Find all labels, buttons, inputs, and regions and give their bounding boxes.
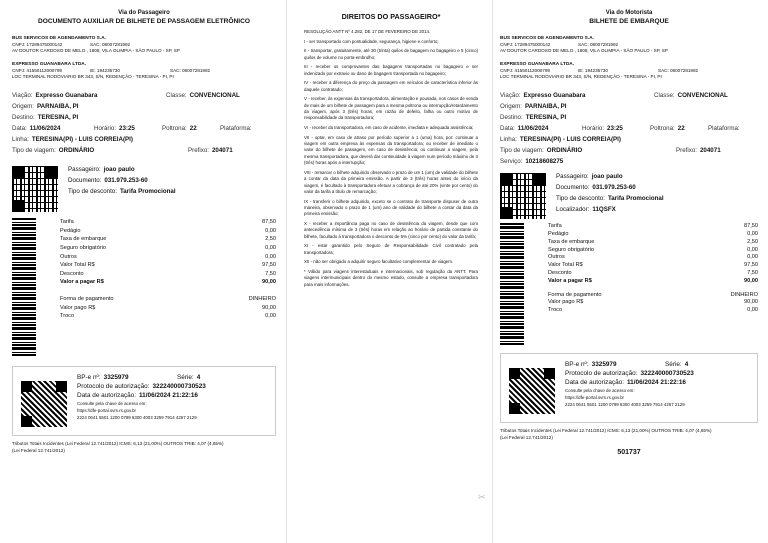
fare-label: Taxa de embarque — [60, 236, 107, 243]
auth-date-value: 11/06/2024 21:22:16 — [138, 392, 198, 400]
fare-value: 87,50 — [262, 219, 276, 226]
qr-code-icon — [21, 381, 67, 427]
fare-total-label: Valor a pagar R$ — [60, 279, 104, 286]
rights-item: IX - transferir o bilhete adquirido, exceto se o contrato de transporte dispuser de outra maneira, observado o prazo de 1 (um) ano de validade do bilhete a contar da data da primeira emissão; — [304, 198, 478, 217]
fare-total-value: 90,00 — [744, 277, 758, 284]
fares-section — [12, 218, 276, 356]
passenger-section — [12, 164, 276, 212]
fare-label: Seguro obrigatório — [60, 245, 107, 251]
protocolo-label: Protocolo de autorização: — [565, 370, 638, 378]
access-key: 2224 0641 5501 1200 0799 6300 4003 3259 7914 4267 2129 — [565, 402, 685, 408]
poltrona-value: 22 — [189, 125, 197, 133]
fare-label: Seguro obrigatório — [548, 246, 595, 253]
tax-info — [500, 427, 758, 441]
viacao-value: Expresso Guanabara — [35, 92, 98, 100]
payment-value: DINHEIRO — [248, 295, 276, 302]
classe-value: CONVENCIONAL — [677, 92, 728, 100]
documento-value: 031.979.253-60 — [592, 184, 636, 192]
fares-section — [500, 223, 758, 345]
carrier-ie: IE: 194236730 — [578, 67, 608, 73]
rights-item: VI - receber da transportadora, em caso de acidente, imediata e adequada assistência; — [304, 125, 474, 130]
carrier-address: LOC TERMINAL RODOVIARIO BR 343, S/N, REDENÇÃO - TERESINA - PI, PI — [500, 74, 662, 80]
payment-label: Valor pago R$ — [60, 304, 96, 311]
fare-total-label: Valor a pagar R$ — [548, 277, 592, 284]
origem-value: PARNAIBA, PI — [37, 103, 79, 111]
plataforma-label: Plataforma: — [708, 125, 740, 133]
fare-label: Valor Total R$ — [60, 262, 95, 269]
issuer-info — [500, 35, 758, 55]
copy-label: Via do Passageiro — [118, 10, 170, 16]
tax-info — [12, 440, 276, 454]
viacao-label: Viação: — [12, 92, 33, 100]
horario-value: 23:25 — [607, 125, 623, 133]
desconto-label: Tipo de desconto: — [556, 195, 605, 203]
tipo-label: Tipo de viagem: — [500, 147, 544, 155]
carrier-ie: IE: 194236730 — [90, 67, 120, 73]
qr-code-icon — [500, 173, 546, 219]
carrier-name: EXPRESSO GUANABARA LTDA. — [500, 61, 575, 67]
horario-label: Horário: — [582, 125, 605, 133]
documento-value: 031.979.253-60 — [104, 177, 148, 185]
payment-label: Forma de pagamento — [548, 291, 602, 298]
data-value: 11/06/2024 — [29, 125, 61, 133]
passageiro-label: Passageiro: — [68, 166, 101, 174]
destino-label: Destino: — [12, 114, 35, 122]
origem-label: Origem: — [500, 103, 523, 111]
passageiro-label: Passageiro: — [556, 173, 589, 181]
carrier-address: LOC TERMINAL RODOVIARIO BR 343, S/N, REDENÇÃO - TERESINA - PI, PI — [12, 74, 174, 80]
horario-value: 23:25 — [119, 125, 135, 133]
carrier-cnpj: CNPJ: 41550112000799 — [500, 67, 550, 73]
bp-value: 3325979 — [591, 361, 617, 369]
rights-item: II - transportar, gratuitamente, até 30 (trinta) quilos de bagagem no bagageiro e 5 (cinco) quilos de volume no porta-embrulho; — [304, 48, 478, 60]
fare-value: 7,50 — [747, 270, 758, 276]
carrier-info — [500, 61, 758, 81]
rights-item: RESOLUÇÃO ANTT Nº 4.282, DE 17 DE FEVEREIRO DE 2014. — [304, 29, 431, 34]
rights-title: DIREITOS DO PASSAGEIRO* — [341, 12, 441, 21]
trip-details — [12, 90, 276, 156]
poltrona-value: 22 — [677, 125, 685, 133]
linha-label: Linha: — [12, 136, 29, 144]
barcode-icon — [12, 218, 36, 356]
trip-details — [500, 90, 758, 167]
classe-label: Classe: — [654, 92, 675, 100]
localizador-label: Localizador: — [556, 206, 590, 214]
fare-label: Pedágio — [60, 227, 81, 234]
viacao-label: Viação: — [500, 92, 521, 100]
rights-item: VIII - remarcar o bilhete adquirido observado o prazo de um 1 (um) de validade do bilhete a contar da data da primeira emissão. A partir de 3 (três) horas antes do início da viagem, é facultado à transportadora efetuar a cobrança de até 20% (vinte por cento) do valor da tarifa a título de remarcação; — [304, 169, 479, 195]
scissors-icon: ✂ — [478, 492, 486, 502]
servico-value: 10218608275 — [525, 158, 564, 166]
rights-item: X - receber a importância paga no caso de desistência da viagem, desde que com antecedência mínima de 3 (três) horas em relação ao horário de partida constante do bilhete, facultado à transportadora o desconto de 5% (cinco por cento) do valor da tarifa; — [304, 221, 478, 239]
data-label: Data: — [500, 125, 515, 133]
payment-value: 90,00 — [262, 304, 276, 311]
qr-code-icon — [509, 368, 555, 414]
protocolo-label: Protocolo de autorização: — [77, 383, 150, 391]
fare-table — [548, 223, 758, 345]
fare-value: 87,50 — [744, 223, 758, 230]
ticket-number: 501737 — [617, 449, 641, 457]
desconto-label: Tipo de desconto: — [68, 188, 117, 196]
plataforma-label: Plataforma: — [220, 125, 252, 133]
bp-label: BP-e nº: — [77, 374, 101, 382]
issuer-cnpj: CNPJ: 17289475000142 — [500, 42, 551, 48]
qr-code-icon — [12, 166, 58, 212]
issuer-address: AV DOUTOR CARDOSO DE MELO , 1608, VILA OLIMPIA - SÃO PAULO - SP, SP — [12, 48, 180, 54]
portal-link[interactable]: https://dfe-portal.svrs.rs.gov.br — [77, 408, 136, 414]
fare-value: 0,00 — [747, 231, 758, 238]
copy-label: Via do Motorista — [605, 10, 653, 16]
desconto-value: Tarifa Promocional — [119, 188, 176, 196]
auth-date-label: Data de autorização: — [77, 392, 136, 400]
payment-label: Troco — [548, 307, 563, 314]
fare-value: 97,50 — [744, 262, 758, 269]
payment-label: Troco — [60, 313, 75, 320]
prefixo-value: 204071 — [699, 147, 721, 155]
documento-label: Documento: — [556, 184, 590, 192]
servico-label: Serviço: — [500, 158, 523, 166]
document-title: BILHETE DE EMBARQUE — [589, 18, 669, 25]
payment-value: DINHEIRO — [730, 291, 758, 298]
classe-value: CONVENCIONAL — [189, 92, 240, 100]
passageiro-value: joao paulo — [103, 166, 135, 174]
rights-item: * Válido para viagens interestaduais e internacionais, sob regulação da ANTT. Para viagens intermunicipais dentro do mesmo estado, consulte a empresa transportadora para mais informações. — [304, 269, 478, 287]
localizador-value: 11QSFX — [592, 206, 616, 214]
payment-value: 0,00 — [265, 313, 276, 320]
origem-label: Origem: — [12, 103, 35, 111]
rights-item: V - receber, às expensas da transportadora, alimentação e pousada, nos casos de venda de mais de um bilhete de passagem para a mesma poltrona ou interrupção/retardamento da viagem, após 3 (três) horas, em razão de defeito, falha ou outro motivo de responsabilidade da transportadora; — [304, 96, 478, 121]
serie-label: Série: — [665, 361, 682, 369]
fare-label: Outros — [60, 253, 77, 260]
payment-value: 0,00 — [747, 307, 758, 314]
carrier-info — [12, 61, 276, 81]
fare-value: 97,50 — [262, 262, 276, 269]
documento-label: Documento: — [68, 177, 102, 185]
fare-table — [60, 218, 276, 356]
bp-value: 3325979 — [103, 374, 129, 382]
destino-value: TERESINA, PI — [525, 114, 567, 122]
payment-label: Forma de pagamento — [60, 295, 114, 302]
fare-value: 7,50 — [265, 270, 276, 277]
fare-value: 0,00 — [265, 245, 276, 251]
fare-value: 0,00 — [747, 254, 758, 261]
tipo-label: Tipo de viagem: — [12, 147, 56, 155]
fare-label: Pedágio — [548, 231, 569, 238]
tax-line: Tributos Totais Incidentes (Lei Federal 12.741/2012) ICMS: 6,13 (21,00%) OUTROS TRIB: 4,07 (4,65%) — [12, 441, 224, 447]
classe-label: Classe: — [166, 92, 187, 100]
issuer-info — [12, 35, 276, 55]
protocolo-value: 322240000730523 — [152, 383, 206, 391]
fare-value: 0,00 — [265, 227, 276, 234]
authorization-box — [12, 366, 276, 436]
issuer-address: AV DOUTOR CARDOSO DE MELO , 1608, VILA OLIMPIA - SÃO PAULO - SP, SP — [500, 48, 668, 54]
fare-label: Outros — [548, 254, 565, 261]
protocolo-value: 322240000730523 — [640, 370, 694, 378]
bp-label: BP-e nº: — [565, 361, 589, 369]
prefixo-value: 204071 — [211, 147, 233, 155]
tipo-value: ORDINÁRIO — [58, 147, 95, 155]
poltrona-label: Poltrona: — [650, 125, 675, 133]
horario-label: Horário: — [94, 125, 117, 133]
linha-value: TERESINA(PI) - LUIS CORREIA(PI) — [519, 136, 621, 144]
prefixo-label: Prefixo: — [188, 147, 209, 155]
fare-value: 0,00 — [265, 253, 276, 260]
carrier-sac: SAC: 08007281992 — [658, 67, 699, 73]
passenger-section — [500, 171, 758, 219]
fare-value: 2,50 — [747, 238, 758, 245]
carrier-sac: SAC: 08007281992 — [170, 67, 211, 73]
linha-value: TERESINA(PI) - LUIS CORREIA(PI) — [31, 136, 133, 144]
passenger-rights — [286, 0, 492, 543]
carrier-name: EXPRESSO GUANABARA LTDA. — [12, 61, 87, 67]
fare-label: Desconto — [548, 270, 572, 276]
carrier-cnpj: CNPJ: 41550112000799 — [12, 67, 62, 73]
consulta-text: Consulte pela chave de acesso em: — [565, 388, 635, 394]
authorization-box — [500, 353, 758, 423]
issuer-cnpj: CNPJ: 17289475000142 — [12, 42, 63, 48]
rights-item: IV - receber a diferença do preço da passagem em veículos de característica inferior às daquele contratado; — [304, 80, 478, 92]
rights-item: XII - não ser obrigado a adquirir seguro facultativo complementar de viagem. — [304, 259, 454, 265]
tax-line: (Lei Federal 12.741/2012) — [500, 435, 553, 441]
serie-value: 4 — [684, 361, 689, 369]
origem-value: PARNAIBA, PI — [525, 103, 567, 111]
fare-total-value: 90,00 — [262, 279, 276, 286]
document-title: DOCUMENTO AUXILIAR DE BILHETE DE PASSAGEM ELETRÔNICO — [38, 18, 250, 25]
payment-value: 90,00 — [744, 299, 758, 306]
passageiro-value: joao paulo — [591, 173, 623, 181]
consulta-text: Consulte pela chave de acesso em: — [77, 401, 147, 407]
rights-item: VII - optar, em caso de atraso por período superior a 1 (uma) hora, por: continuar a viagem em outra empresa às expensas da transportadora; ou receber de imediato o valor do bilhete de passagem, em caso de desistência; ou continuar a viagem, pela mesma transportadora, que deverá dar continuidade à viagem num período máximo de 3 (três) horas após a interrupção; — [304, 134, 478, 166]
issuer-name: BUS SERVICOS DE AGENDAMENTO S.A. — [12, 36, 106, 41]
serie-label: Série: — [177, 374, 194, 382]
fare-value: 0,00 — [747, 246, 758, 253]
portal-link[interactable]: https://dfe-portal.svrs.rs.gov.br — [565, 395, 624, 401]
issuer-sac: SAC: 08007281992 — [578, 42, 619, 48]
poltrona-label: Poltrona: — [162, 125, 187, 133]
tipo-value: ORDINÁRIO — [546, 147, 583, 155]
desconto-value: Tarifa Promocional — [607, 195, 664, 203]
prefixo-label: Prefixo: — [676, 147, 697, 155]
auth-date-label: Data de autorização: — [565, 379, 624, 387]
issuer-sac: SAC: 08007281992 — [90, 42, 131, 48]
tax-line: (Lei Federal 12.741/2012) — [12, 448, 65, 454]
payment-label: Valor pago R$ — [548, 299, 584, 306]
rights-text — [304, 29, 478, 288]
destino-value: TERESINA, PI — [37, 114, 79, 122]
data-label: Data: — [12, 125, 27, 133]
auth-date-value: 11/06/2024 21:22:16 — [626, 379, 686, 387]
driver-copy — [492, 0, 768, 543]
fare-label: Tarifa — [548, 223, 562, 230]
fare-label: Valor Total R$ — [548, 262, 583, 269]
viacao-value: Expresso Guanabara — [523, 92, 586, 100]
access-key: 2224 0641 5501 1200 0799 6300 4003 3259 7914 4267 2129 — [77, 415, 197, 421]
rights-item: III - receber os comprovantes das bagagens transportadas no bagageiro e ser indenizado por extravio ou dano de bagagem transportada no bagageiro; — [304, 64, 478, 76]
destino-label: Destino: — [500, 114, 523, 122]
fare-value: 2,50 — [265, 236, 276, 243]
issuer-name: BUS SERVICOS DE AGENDAMENTO S.A. — [500, 36, 594, 41]
rights-item: XI - estar garantido pelo Seguro de Responsabilidade Civil contratado pela transportadora; — [304, 243, 478, 255]
rights-item: I - ser transportado com pontualidade, segurança, higiene e conforto; — [304, 38, 439, 44]
tax-line: Tributos Totais Incidentes (Lei Federal 12.741/2012) ICMS: 6,13 (21,00%) OUTROS TRIB: 4,07 (4,65%) — [500, 428, 712, 434]
passenger-copy — [0, 0, 286, 543]
barcode-icon — [500, 223, 524, 345]
fare-label: Desconto — [60, 270, 84, 277]
data-value: 11/06/2024 — [517, 125, 549, 133]
serie-value: 4 — [196, 374, 201, 382]
linha-label: Linha: — [500, 136, 517, 144]
fare-label: Tarifa — [60, 219, 74, 226]
fare-label: Taxa de embarque — [548, 238, 595, 245]
